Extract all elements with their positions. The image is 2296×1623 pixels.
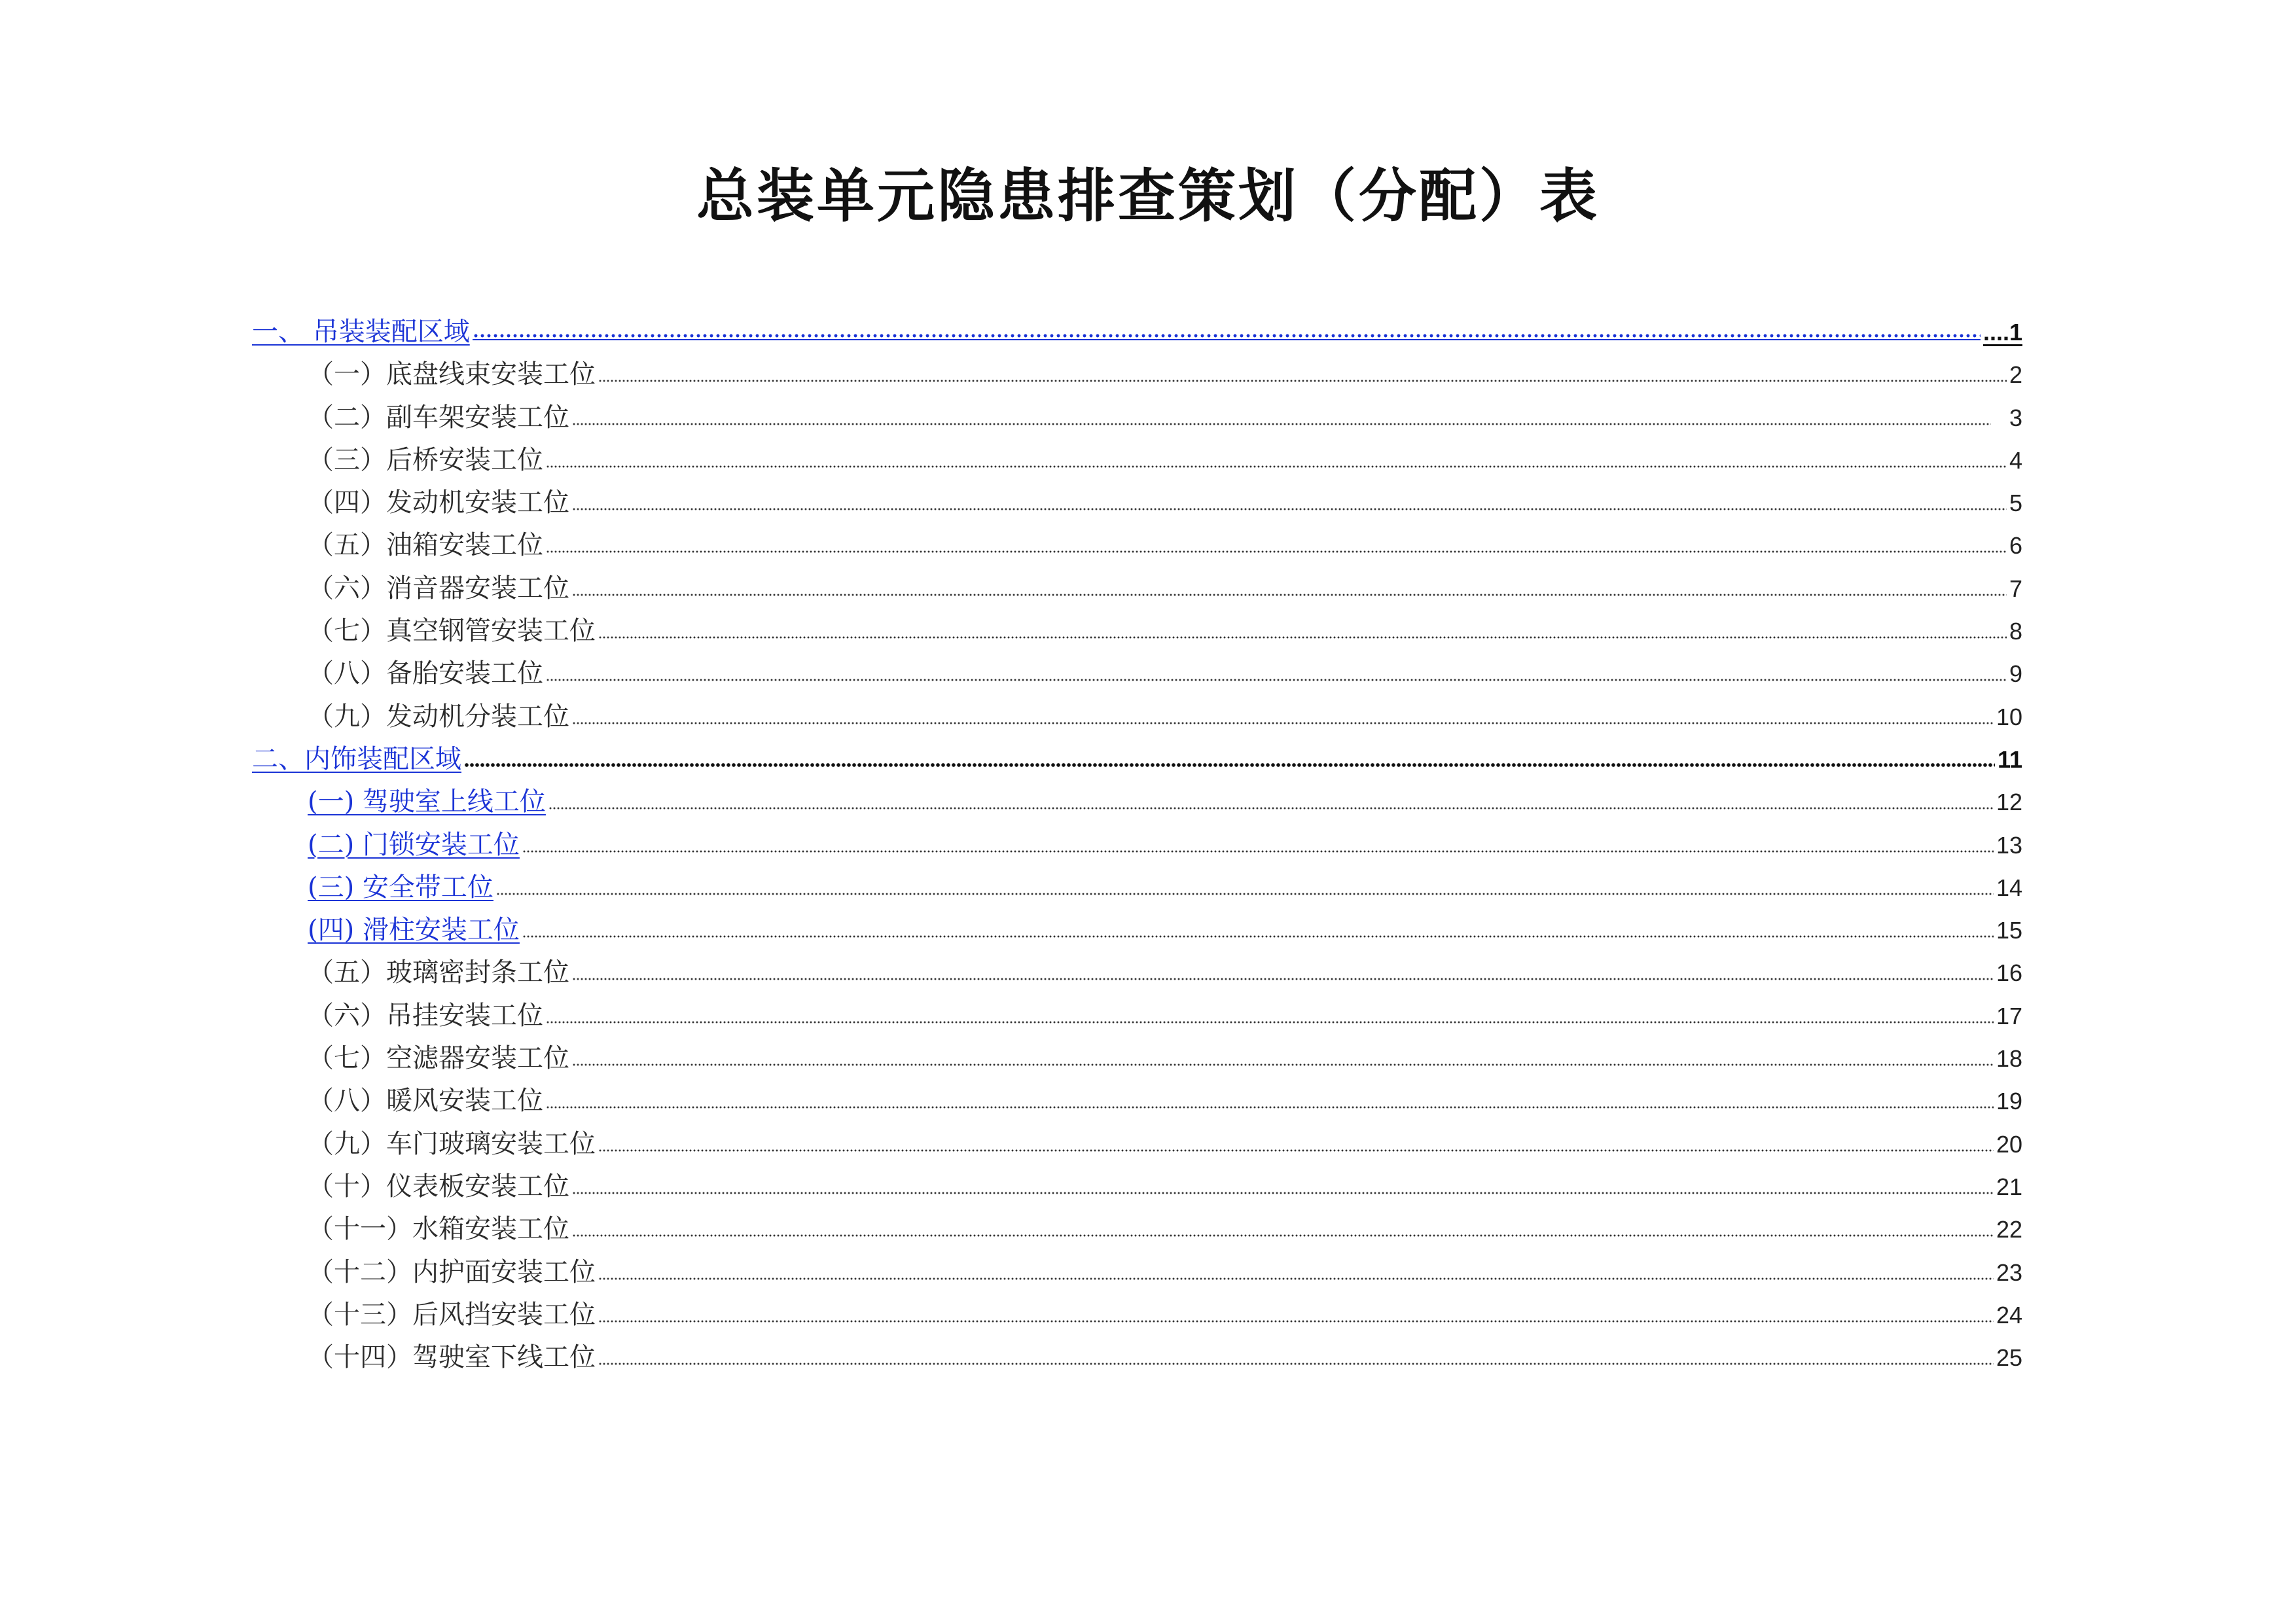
- toc-entry-label: （七）空滤器安装工位: [308, 1043, 569, 1074]
- toc-dot-leader: [598, 1273, 1994, 1281]
- toc-entry-label: （二）副车架安装工位: [308, 402, 569, 433]
- toc-page-number: 24: [1996, 1301, 2022, 1329]
- toc-entry[interactable]: [252, 952, 2022, 994]
- toc-page-number: 5: [2009, 490, 2022, 517]
- toc-dot-leader: [572, 1187, 1994, 1195]
- toc-page-number: 19: [1996, 1088, 2022, 1115]
- toc-entry-label: （十）仪表板安装工位: [308, 1171, 569, 1202]
- toc-entry[interactable]: [252, 1037, 2022, 1080]
- toc-dot-leader: [572, 973, 1994, 981]
- toc-entry-label: （四）发动机安装工位: [308, 488, 569, 518]
- toc-entry[interactable]: [252, 824, 2022, 866]
- toc-dot-leader: [546, 461, 2007, 469]
- toc-entry-label: （十二）内护面安装工位: [308, 1257, 596, 1287]
- toc-page-number: 7: [2009, 575, 2022, 602]
- toc-entry[interactable]: [252, 524, 2022, 567]
- toc-section-label[interactable]: 二、内饰装配区域: [252, 743, 461, 774]
- toc-page-number: 6: [2009, 532, 2022, 560]
- toc-page-number: 25: [1996, 1344, 2022, 1372]
- toc-entry[interactable]: [252, 781, 2022, 823]
- toc-dot-leader: [548, 802, 1994, 810]
- toc-entry-label: （九）车门玻璃安装工位: [308, 1128, 596, 1159]
- toc-page-number: 8: [2009, 618, 2022, 645]
- toc-entry-label: （五）油箱安装工位: [308, 530, 543, 561]
- toc-dot-leader: [546, 674, 2007, 682]
- toc-entry[interactable]: [252, 866, 2022, 909]
- toc-page-number: 2: [2009, 361, 2022, 389]
- toc-dot-leader: [598, 1358, 1994, 1366]
- toc-dot-leader: [598, 1315, 1994, 1323]
- toc-entry-label: （十三）后风挡安装工位: [308, 1299, 596, 1330]
- toc-entry-label: （七）真空钢管安装工位: [308, 616, 596, 647]
- toc-dot-leader: [572, 717, 1994, 725]
- toc-dot-leader: [572, 418, 1991, 426]
- toc-dot-leader: [572, 503, 2007, 511]
- toc-page-number: ....1: [1982, 319, 2022, 346]
- toc-entry[interactable]: [252, 652, 2022, 695]
- toc-entry[interactable]: [252, 439, 2022, 482]
- toc-dot-leader: [473, 330, 1981, 340]
- toc-section-label[interactable]: 一、 吊装装配区域: [252, 317, 470, 347]
- toc-entry[interactable]: [252, 1166, 2022, 1208]
- toc-entry[interactable]: [252, 482, 2022, 524]
- toc-page-number: 15: [1996, 917, 2022, 944]
- toc-dot-leader: [598, 632, 2007, 639]
- toc-dot-leader: [496, 888, 1994, 896]
- toc-dot-leader: [546, 1016, 1994, 1024]
- toc-dot-leader: [572, 1230, 1994, 1238]
- toc-page-number: 20: [1996, 1130, 2022, 1158]
- toc-page-number: 22: [1996, 1216, 2022, 1243]
- toc-entry-label: （六）吊挂安装工位: [308, 1000, 543, 1031]
- toc-entry[interactable]: [252, 1294, 2022, 1336]
- toc-entry[interactable]: [252, 353, 2022, 396]
- toc-entry-label: （十四）驾驶室下线工位: [308, 1342, 596, 1373]
- toc-entry[interactable]: [252, 1080, 2022, 1122]
- toc-page-number: 21: [1996, 1173, 2022, 1200]
- toc-entry-link[interactable]: (三) 安全带工位: [308, 872, 493, 902]
- toc-page-number: 9: [2009, 660, 2022, 688]
- table-of-contents: [252, 311, 2022, 1379]
- toc-dot-leader: [546, 546, 2007, 554]
- toc-page-number: 10: [1996, 703, 2022, 730]
- toc-dot-leader: [598, 1145, 1994, 1152]
- toc-dot-leader: [572, 589, 2007, 597]
- toc-entry-label: （八）备胎安装工位: [308, 658, 543, 689]
- toc-page-number: 11: [1997, 745, 2022, 773]
- toc-entry-link[interactable]: (四) 滑柱安装工位: [308, 915, 520, 946]
- toc-entry[interactable]: [252, 397, 2022, 439]
- toc-entry-label: （三）后桥安装工位: [308, 444, 543, 475]
- toc-section-interior-assembly[interactable]: [252, 738, 2022, 781]
- toc-dot-leader: [572, 1059, 1994, 1067]
- toc-entry-label: （九）发动机分装工位: [308, 701, 569, 732]
- toc-page-number: 23: [1996, 1258, 2022, 1286]
- toc-entry-label: （六）消音器安装工位: [308, 573, 569, 603]
- toc-page-number: 14: [1996, 874, 2022, 901]
- toc-dot-leader: [546, 1101, 1994, 1109]
- toc-section-hoisting-assembly[interactable]: [252, 311, 2022, 353]
- toc-entry[interactable]: [252, 1123, 2022, 1166]
- toc-entry[interactable]: [252, 696, 2022, 738]
- toc-entry[interactable]: [252, 1208, 2022, 1251]
- toc-page-number: 3: [2009, 404, 2022, 431]
- toc-page-number: 13: [1996, 831, 2022, 859]
- toc-entry-link[interactable]: (二) 门锁安装工位: [308, 829, 520, 860]
- toc-page-number: 16: [1996, 959, 2022, 987]
- toc-entry[interactable]: [252, 909, 2022, 952]
- toc-page-number: 4: [2009, 446, 2022, 474]
- toc-page-number: 12: [1996, 789, 2022, 816]
- toc-page-number: 18: [1996, 1045, 2022, 1073]
- toc-dot-leader: [522, 931, 1994, 938]
- toc-entry-link[interactable]: (一) 驾驶室上线工位: [308, 787, 546, 817]
- toc-entry-label: （八）暖风安装工位: [308, 1086, 543, 1116]
- toc-dot-leader: [464, 758, 1995, 768]
- toc-entry[interactable]: [252, 1251, 2022, 1294]
- document-title: 总装单元隐患排查策划（分配）表: [696, 162, 1600, 230]
- toc-entry[interactable]: [252, 610, 2022, 652]
- toc-entry-label: （十一）水箱安装工位: [308, 1214, 569, 1245]
- toc-page-number: 17: [1996, 1002, 2022, 1029]
- toc-entry-label: （一）底盘线束安装工位: [308, 359, 596, 390]
- toc-entry[interactable]: [252, 1336, 2022, 1379]
- toc-entry[interactable]: [252, 567, 2022, 610]
- toc-dot-leader: [598, 375, 2007, 383]
- toc-entry[interactable]: [252, 995, 2022, 1037]
- toc-dot-leader: [522, 846, 1994, 853]
- toc-entry-label: （五）玻璃密封条工位: [308, 957, 569, 988]
